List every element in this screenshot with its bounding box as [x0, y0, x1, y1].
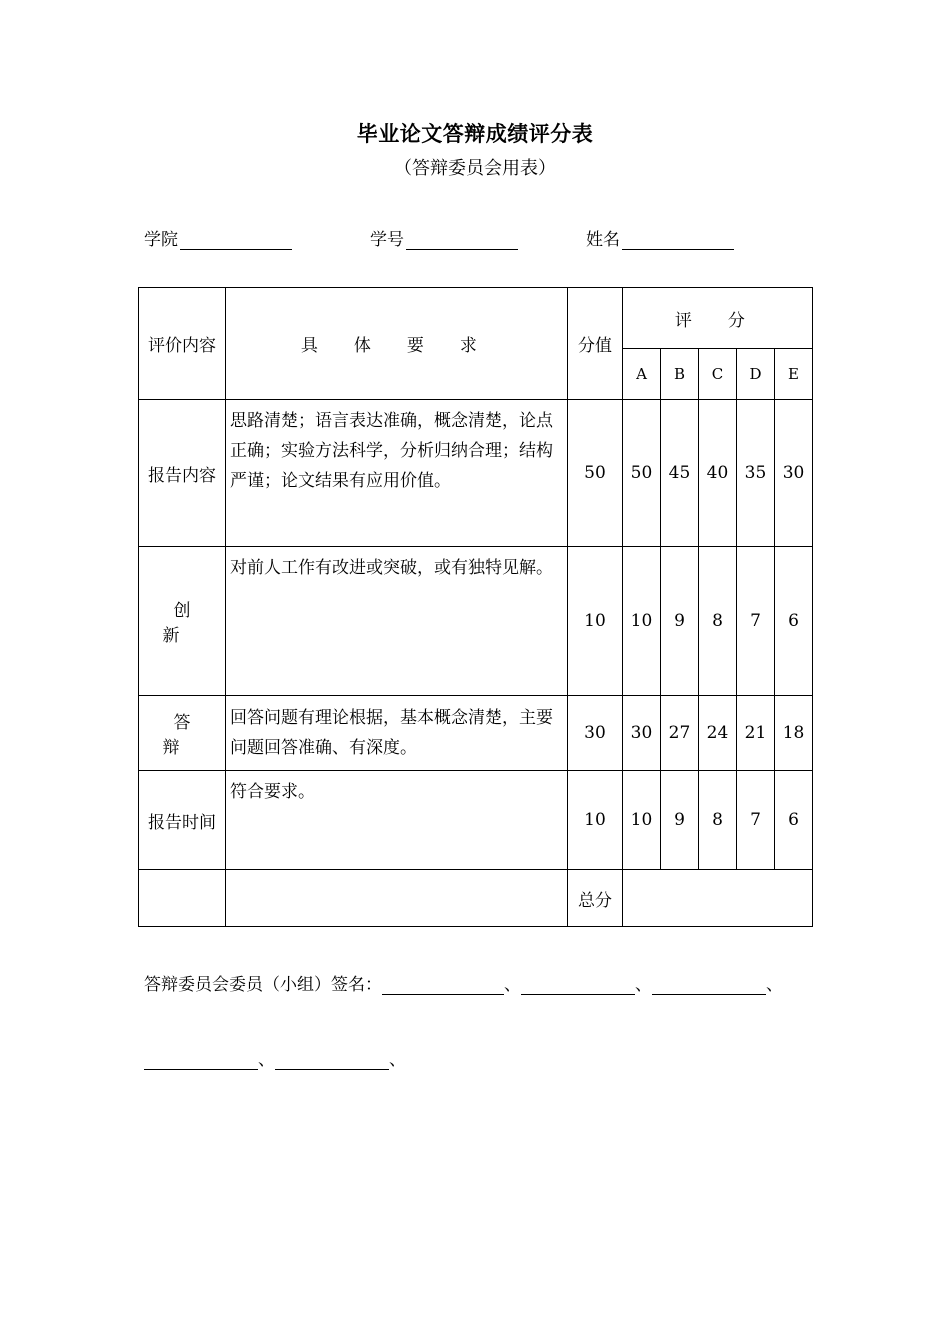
row-requirement: 符合要求。	[226, 771, 568, 870]
row-requirement: 思路清楚；语言表达准确，概念清楚，论点正确；实验方法科学，分析归纳合理；结构严谨；论文结果有应用价值。	[226, 400, 568, 547]
college-field	[144, 225, 292, 250]
row-score[interactable]: 24	[699, 696, 737, 771]
row-score[interactable]: 50	[623, 400, 661, 547]
signature-separator: 、	[504, 975, 521, 995]
row-score[interactable]: 7	[737, 771, 775, 870]
row-requirement: 回答问题有理论根据，基本概念清楚，主要问题回答准确、有深度。	[226, 696, 568, 771]
row-value: 50	[568, 400, 623, 547]
header-requirements: 具 体 要 求	[226, 288, 568, 400]
header-value: 分值	[568, 288, 623, 400]
page-subtitle: （答辩委员会用表）	[394, 158, 556, 179]
total-label: 总分	[568, 870, 623, 927]
signature-line[interactable]	[652, 976, 766, 995]
header-score: 评 分	[623, 288, 813, 349]
row-score[interactable]: 35	[737, 400, 775, 547]
row-value: 10	[568, 547, 623, 696]
signature-separator: 、	[258, 1050, 275, 1070]
total-empty-cell	[226, 870, 568, 927]
grade-e: E	[775, 349, 813, 400]
name-field	[586, 225, 734, 250]
row-content: 创 新	[139, 547, 226, 696]
row-score[interactable]: 8	[699, 547, 737, 696]
row-score[interactable]: 6	[775, 547, 813, 696]
signature-line[interactable]	[275, 1051, 389, 1070]
row-content: 答 辩	[139, 696, 226, 771]
signature-line[interactable]	[521, 976, 635, 995]
signature-line[interactable]	[382, 976, 504, 995]
row-content: 报告时间	[139, 771, 226, 870]
name-input-line[interactable]	[622, 231, 734, 250]
row-score[interactable]: 30	[623, 696, 661, 771]
signature-separator: 、	[766, 975, 783, 995]
total-empty-cell	[139, 870, 226, 927]
total-score-input[interactable]	[623, 870, 813, 927]
grade-c: C	[699, 349, 737, 400]
grade-d: D	[737, 349, 775, 400]
row-score[interactable]: 8	[699, 771, 737, 870]
row-score[interactable]: 10	[623, 547, 661, 696]
table-header-row	[139, 288, 813, 349]
grade-b: B	[661, 349, 699, 400]
signature-row	[144, 970, 783, 995]
signature-row-2	[144, 1045, 406, 1070]
row-score[interactable]: 10	[623, 771, 661, 870]
table-row	[139, 771, 813, 870]
signature-line[interactable]	[144, 1051, 258, 1070]
student-id-label: 学号	[370, 230, 404, 250]
row-score[interactable]: 6	[775, 771, 813, 870]
row-score[interactable]: 40	[699, 400, 737, 547]
row-score[interactable]: 18	[775, 696, 813, 771]
page-title: 毕业论文答辩成绩评分表	[356, 121, 594, 146]
row-content: 报告内容	[139, 400, 226, 547]
signature-separator: 、	[635, 975, 652, 995]
scoring-table	[138, 287, 813, 927]
row-score[interactable]: 30	[775, 400, 813, 547]
row-value: 30	[568, 696, 623, 771]
college-label: 学院	[144, 230, 178, 250]
row-score[interactable]: 45	[661, 400, 699, 547]
student-id-input-line[interactable]	[406, 231, 518, 250]
row-score[interactable]: 9	[661, 771, 699, 870]
table-row	[139, 696, 813, 771]
row-score[interactable]: 27	[661, 696, 699, 771]
name-label: 姓名	[586, 230, 620, 250]
row-score[interactable]: 9	[661, 547, 699, 696]
signature-label: 答辩委员会委员（小组）签名：	[144, 975, 382, 995]
row-requirement: 对前人工作有改进或突破，或有独特见解。	[226, 547, 568, 696]
student-info-row	[144, 225, 734, 250]
row-score[interactable]: 21	[737, 696, 775, 771]
total-row	[139, 870, 813, 927]
signature-separator: 、	[389, 1050, 406, 1070]
table-row	[139, 547, 813, 696]
grade-a: A	[623, 349, 661, 400]
header-content: 评价内容	[139, 288, 226, 400]
college-input-line[interactable]	[180, 231, 292, 250]
row-value: 10	[568, 771, 623, 870]
student-id-field	[370, 225, 518, 250]
row-score[interactable]: 7	[737, 547, 775, 696]
table-row	[139, 400, 813, 547]
